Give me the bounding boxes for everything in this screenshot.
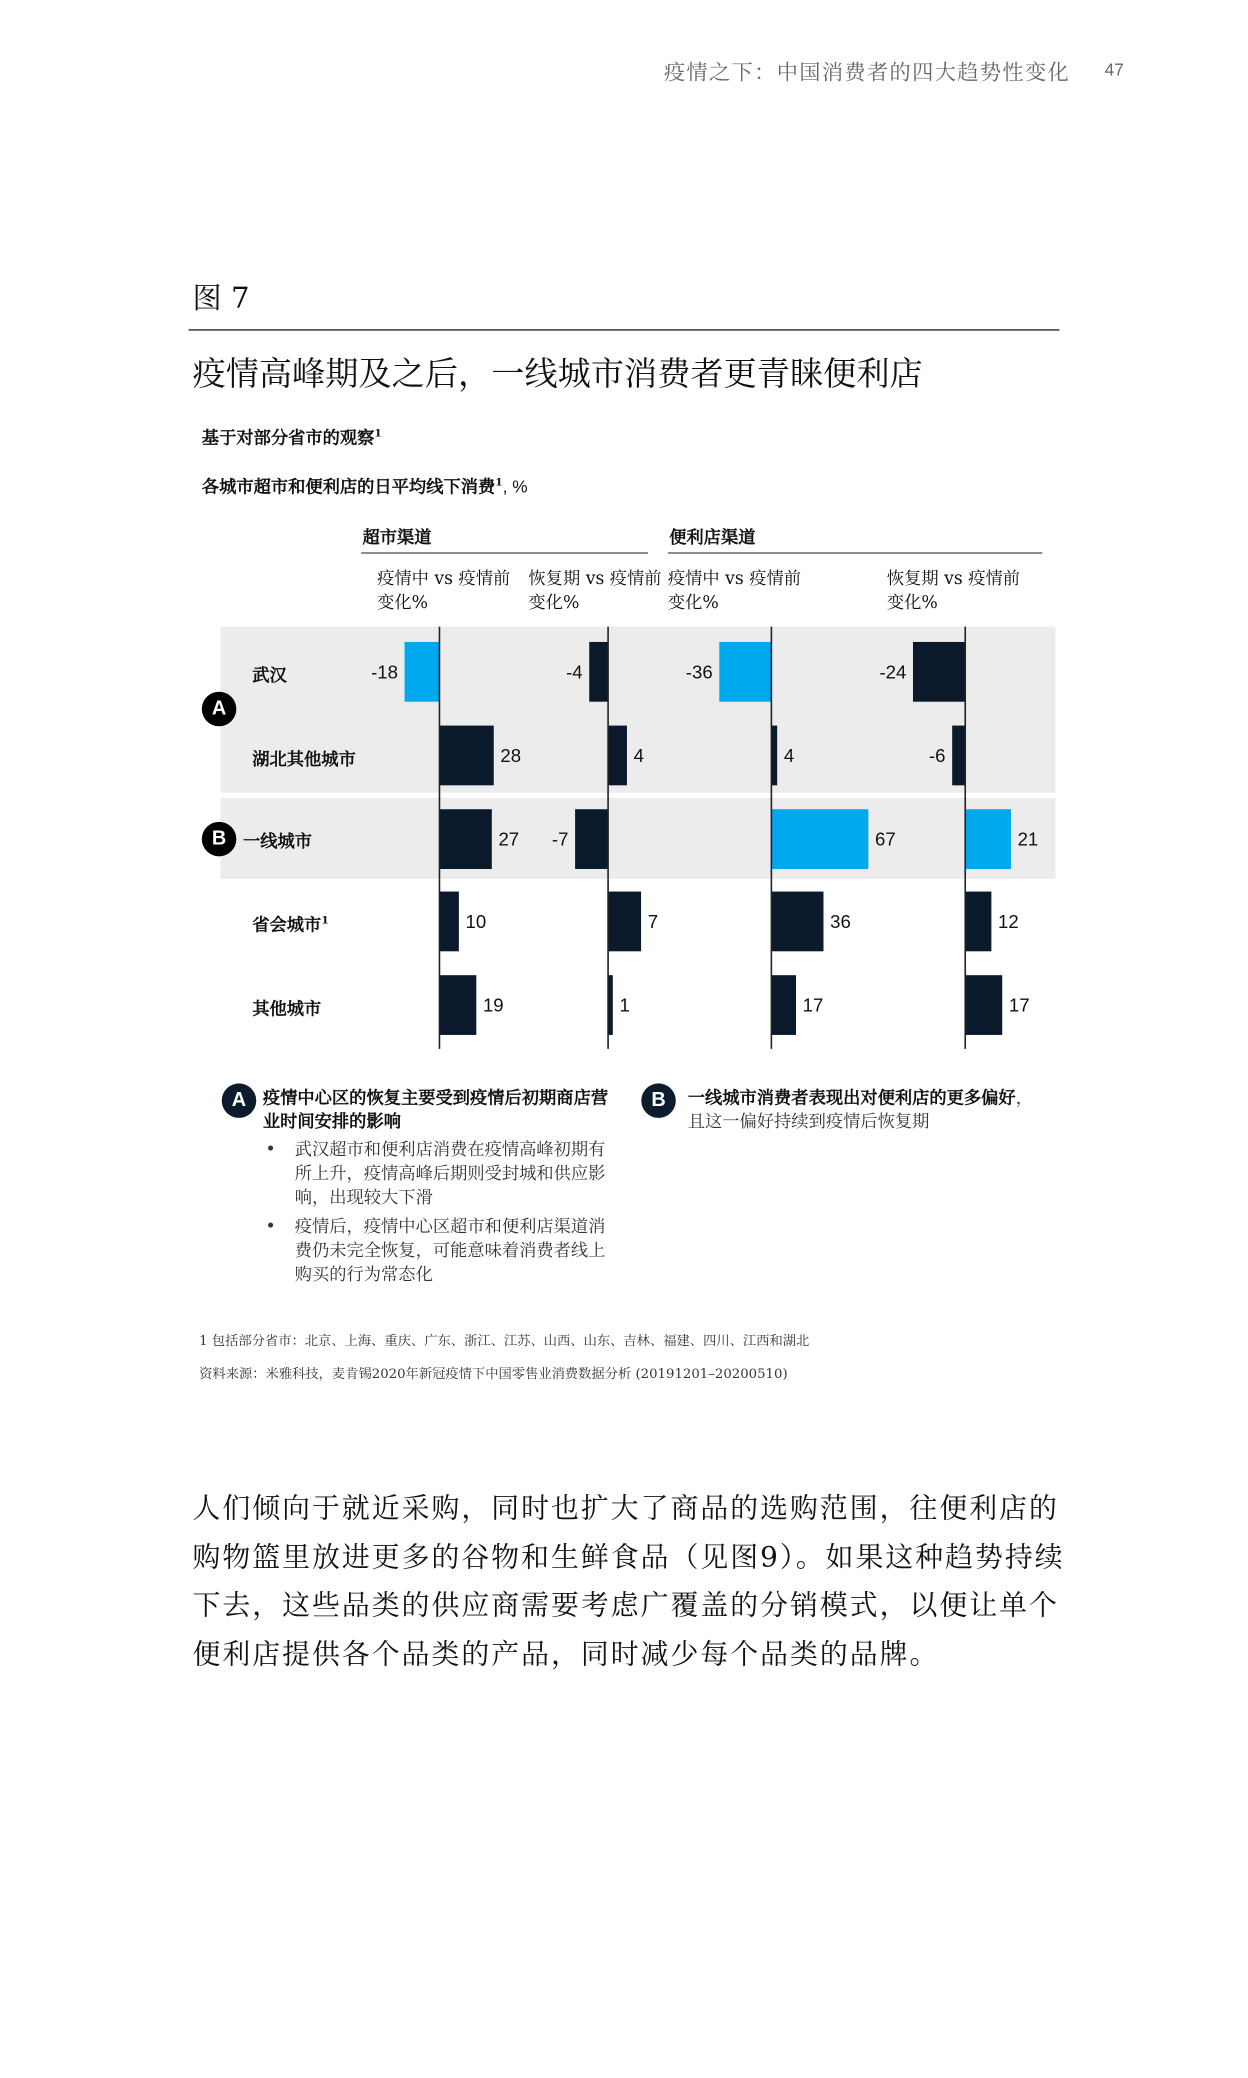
marker-a: A (202, 692, 237, 727)
row-label-other: 其他城市 (252, 999, 322, 1020)
column-header: 疫情中 vs 疫情前变化% (667, 569, 801, 614)
note-a-bullet: • 疫情后，疫情中心区超市和便利店渠道消费仍未完全恢复，可能意味着消费者线上购买的行为常态化 (295, 1216, 607, 1288)
channel-supermarket: 超市渠道 (362, 528, 432, 549)
bar (965, 975, 1002, 1035)
data-label: 27 (498, 828, 520, 850)
bar (589, 642, 608, 702)
bar (608, 892, 641, 952)
data-label: 4 (633, 745, 644, 767)
bar (439, 809, 491, 869)
bar (771, 726, 777, 786)
data-label: 12 (998, 911, 1019, 933)
body-paragraph: 人们倾向于就近采购，同时也扩大了商品的选购范围，往便利店的购物篮里放进更多的谷物和生鲜食品（见图9）。如果这种趋势持续下去，这些品类的供应商需要考虑广覆盖的分销模式，以便让单个便利店提供各个品类的产品，同时减少每个品类的品牌。 (192, 1492, 1065, 1670)
bar (439, 892, 458, 952)
data-label: 21 (1017, 828, 1039, 850)
bar (965, 892, 991, 952)
bar (405, 642, 440, 702)
column-header: 恢复期 vs 疫情前变化% (528, 569, 662, 614)
note-b-title (688, 1087, 1036, 1135)
row-label-tier1: 一线城市 (242, 832, 313, 853)
data-label: -18 (371, 661, 398, 683)
footnote-ref: 1 (495, 474, 503, 489)
data-label: 17 (802, 994, 824, 1016)
bar (771, 892, 823, 952)
bar (952, 726, 965, 786)
data-label: 1 (619, 994, 630, 1016)
bar (439, 975, 476, 1035)
bar (965, 809, 1011, 869)
bar (575, 809, 608, 869)
data-label: 67 (874, 828, 896, 850)
bar (439, 726, 493, 786)
data-label: -4 (566, 661, 583, 683)
bar (771, 975, 796, 1035)
data-label: -36 (685, 661, 713, 683)
figure-label: 图 7 (192, 282, 250, 316)
note-b-rest: ，且这一偏好持续到疫情后恢复期 (687, 1088, 1033, 1133)
data-label: 28 (500, 745, 522, 767)
note-b-bold: 一线城市消费者表现出对便利店的更多偏好 (687, 1088, 1016, 1109)
note-a-bullet: • 武汉超市和便利店消费在疫情高峰初期有所上升，疫情高峰后期则受封城和供应影响，出现较大下滑 (295, 1139, 607, 1211)
note-marker-a: A (222, 1083, 257, 1118)
bar (771, 809, 868, 869)
data-label: -24 (879, 661, 907, 683)
marker-b: B (202, 822, 237, 857)
data-label: 7 (647, 911, 659, 933)
row-label-wuhan: 武汉 (252, 666, 287, 687)
bar (608, 726, 627, 786)
footnote-ref: 1 (374, 425, 382, 440)
page-number: 47 (1104, 59, 1124, 80)
footnote-ref: 1 (321, 913, 329, 927)
data-label: -6 (929, 745, 946, 767)
column-header: 恢复期 vs 疫情前变化% (886, 569, 1021, 614)
unit: , % (502, 476, 528, 497)
running-header: 疫情之下：中国消费者的四大趋势性变化 (663, 59, 1071, 85)
subtitle-text: 各城市超市和便利店的日平均线下消费 (201, 477, 496, 498)
data-label: 36 (830, 911, 851, 933)
data-label: -7 (551, 828, 569, 850)
data-label: 10 (465, 911, 487, 933)
figure-title: 疫情高峰期及之后，一线城市消费者更青睐便利店 (192, 354, 923, 393)
source-note: 资料来源：米雅科技，麦肯锡2020年新冠疫情下中国零售业消费数据分析 (20191201–20200510) (199, 1367, 788, 1383)
data-label: 17 (1008, 994, 1030, 1016)
label-text: 省会城市 (252, 916, 322, 937)
subtitle-text: 基于对部分省市的观察 (201, 428, 375, 449)
note-marker-b: B (641, 1083, 676, 1118)
channel-convenience: 便利店渠道 (669, 528, 756, 549)
column-header: 疫情中 vs 疫情前变化% (377, 569, 511, 614)
row-label-hubei-other: 湖北其他城市 (252, 750, 356, 771)
data-label: 19 (482, 994, 504, 1016)
footnote: 1 包括部分省市：北京、上海、重庆、广东、浙江、江苏、山西、山东、吉林、福建、四川、江西和湖北 (199, 1334, 810, 1349)
bar (913, 642, 965, 702)
bar (719, 642, 771, 702)
note-a-title: 疫情中心区的恢复主要受到疫情后初期商店营业时间安排的影响 (262, 1088, 609, 1133)
data-label: 4 (783, 745, 795, 767)
